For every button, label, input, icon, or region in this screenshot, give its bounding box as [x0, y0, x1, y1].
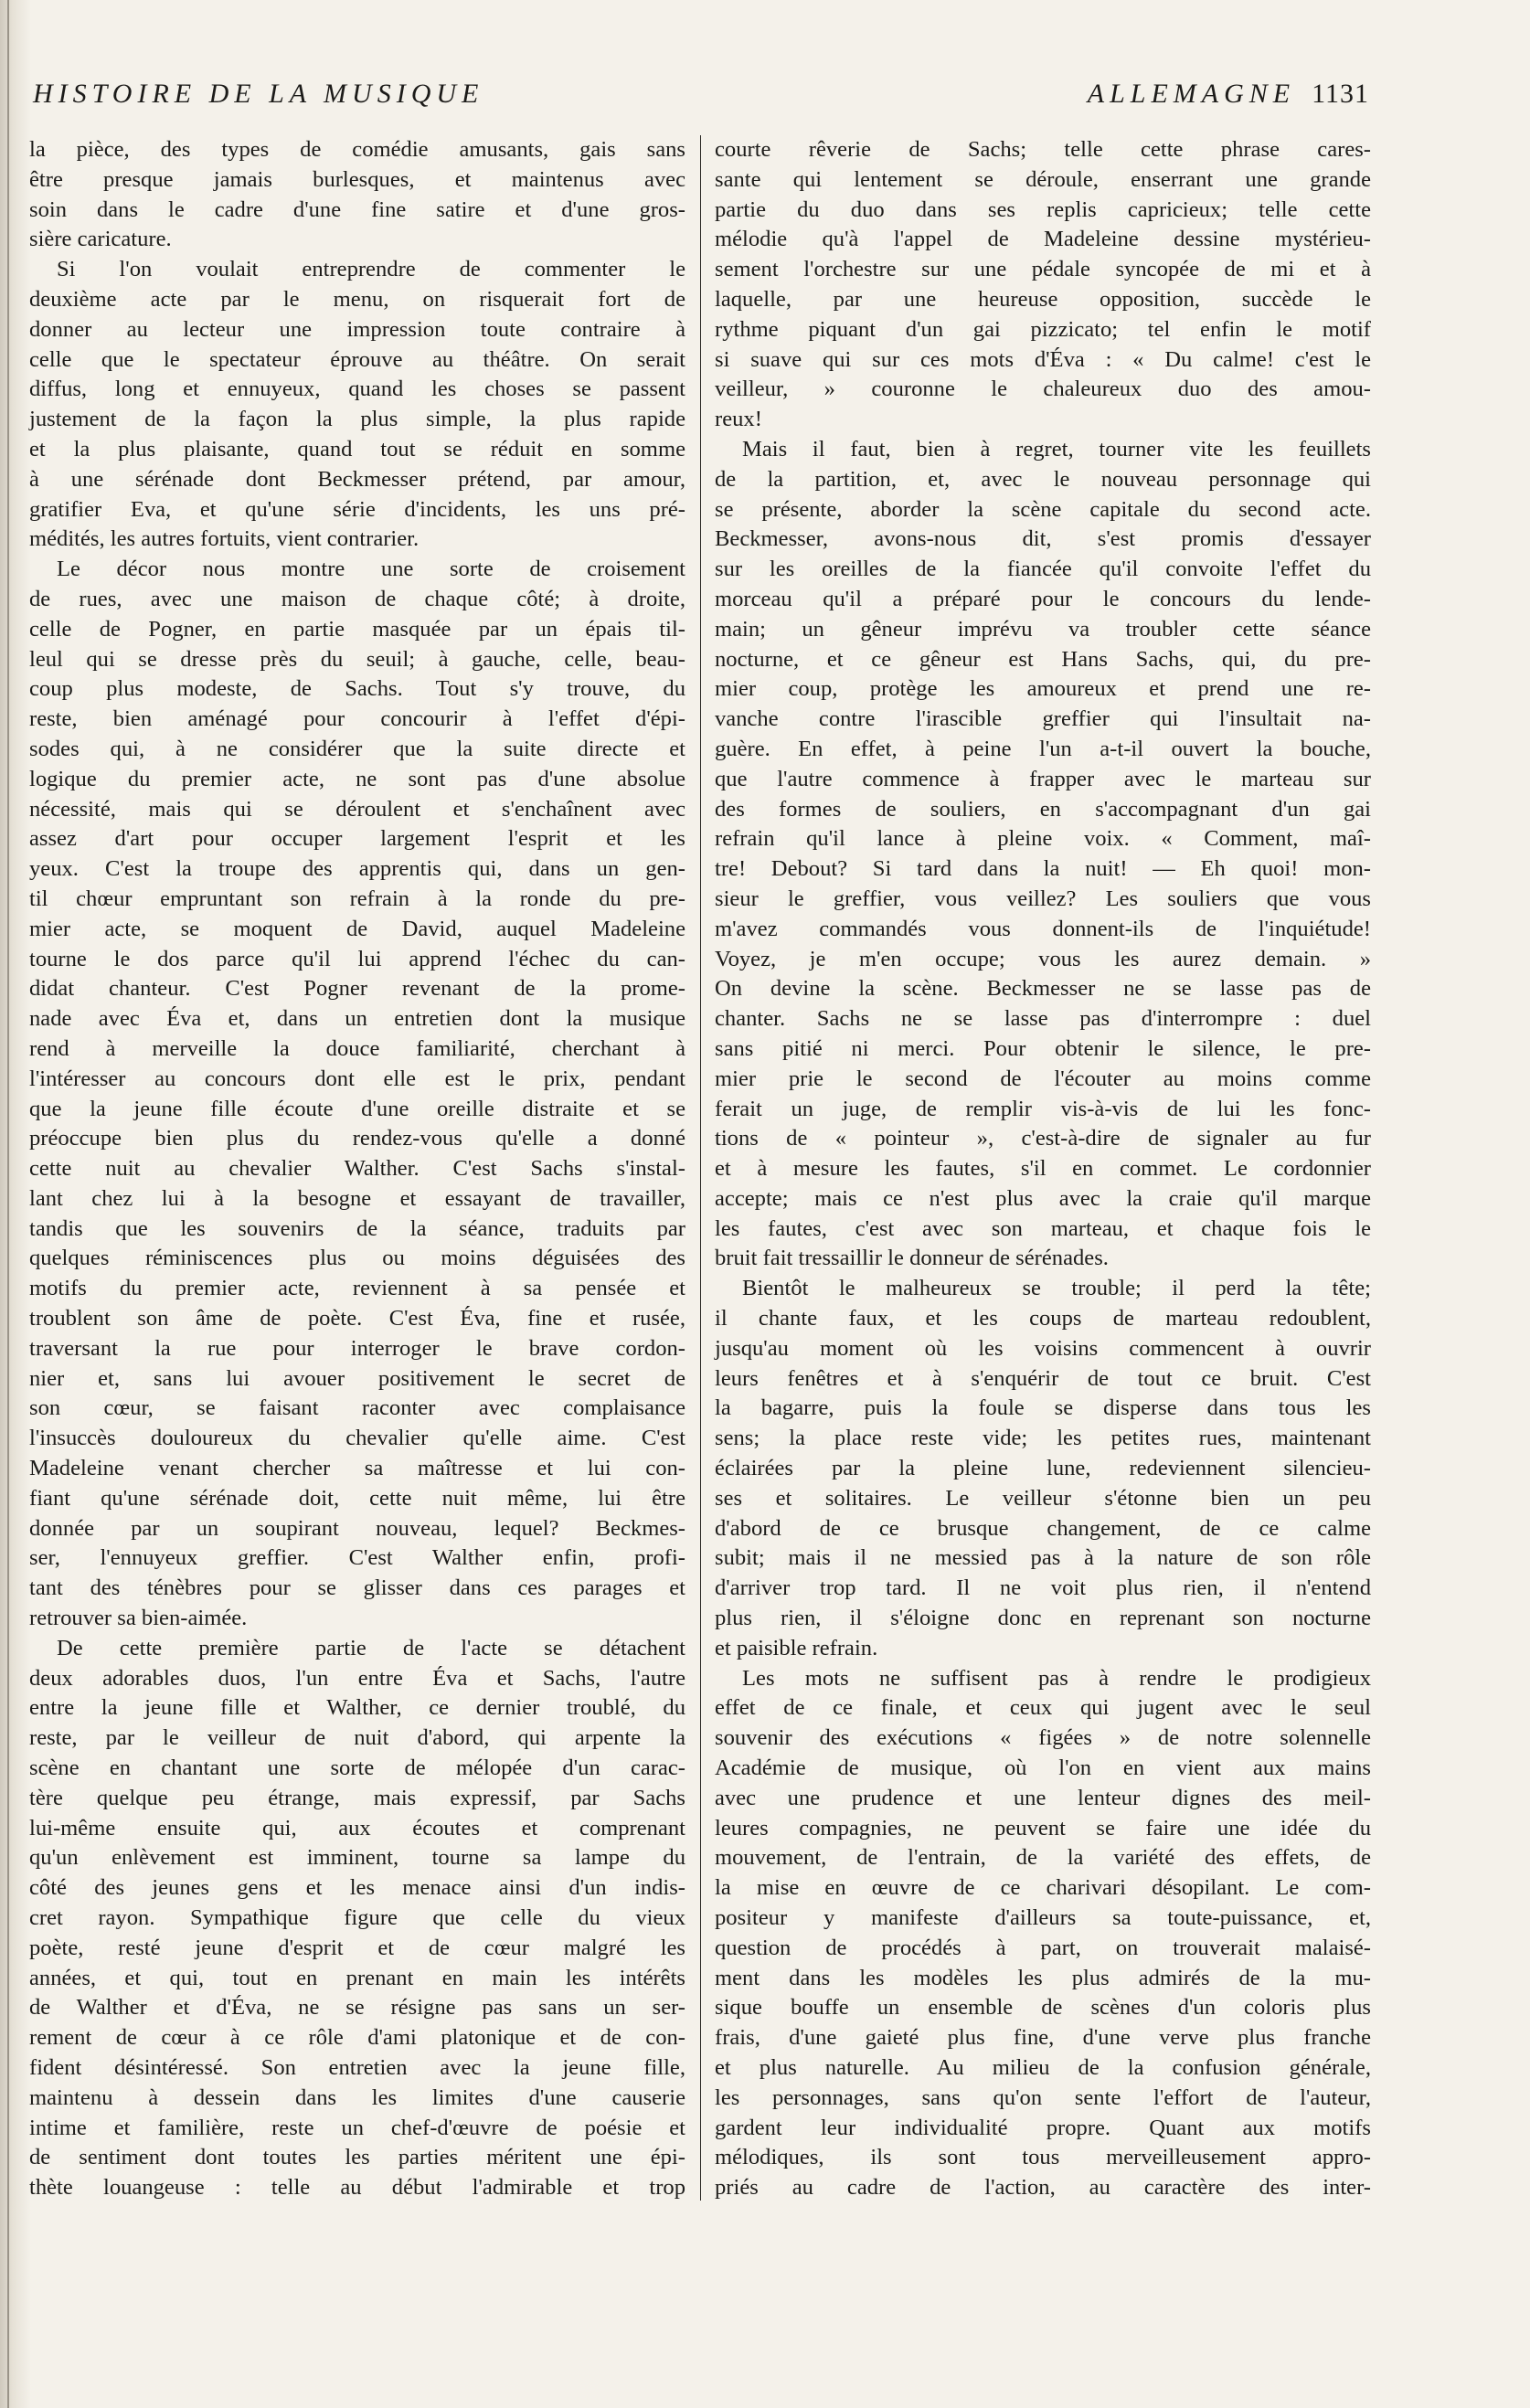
text-line: leurs fenêtres et à s'enquérir de tout ce bruit. C'est: [715, 1365, 1371, 1391]
text-line: deux adorables duos, l'un entre Éva et Sachs, l'autre: [29, 1665, 685, 1691]
text-line: ser, l'ennuyeux greffier. C'est Walther enfin, profi-: [29, 1545, 685, 1571]
text-line: bruit fait tressaillir le donneur de sérénades.: [715, 1246, 1109, 1271]
text-line: il chante faux, et les coups de marteau redoublent,: [715, 1306, 1371, 1331]
text-line: les fautes, c'est avec son marteau, et chaque fois le: [715, 1215, 1371, 1241]
text-line: sique bouffe un ensemble de scènes d'un coloris plus: [715, 1995, 1371, 2021]
text-line: Académie de musique, où l'on en vient aux mains: [715, 1756, 1371, 1781]
text-line: nier et, sans lui avouer positivement le secret de: [29, 1365, 685, 1391]
text-line: que l'autre commence à frapper avec le marteau sur: [715, 766, 1371, 791]
text-line: qu'un enlèvement est imminent, tourne sa lampe du: [29, 1845, 685, 1871]
text-line: ferait un juge, de remplir vis-à-vis de lui les fonc-: [715, 1096, 1371, 1121]
text-line: morceau qu'il a préparé pour le concours du lende-: [715, 586, 1371, 611]
binding-edge-line: [7, 0, 9, 2408]
text-line: rement de cœur à ce rôle d'ami platonique et de con-: [29, 2025, 685, 2051]
text-line: et paisible refrain.: [715, 1635, 878, 1660]
text-line: diffus, long et ennuyeux, quand les choses se passent: [29, 377, 685, 402]
text-line: reste, par le veilleur de nuit d'abord, qui arpente la: [29, 1725, 685, 1751]
text-line: nocturne, et ce gêneur est Hans Sachs, qui, du pre-: [715, 646, 1371, 672]
text-line: De cette première partie de l'acte se détachent: [57, 1635, 685, 1660]
text-line: et la plus plaisante, quand tout se réduit en somme: [29, 436, 685, 461]
text-line: Mais il faut, bien à regret, tourner vite les feuillets: [742, 436, 1371, 461]
text-line: accepte; mais ce n'est plus avec la craie qu'il marque: [715, 1185, 1371, 1211]
text-line: priés au cadre de l'action, au caractère des inter-: [715, 2175, 1371, 2201]
text-line: Bientôt le malheureux se trouble; il perd la tête;: [742, 1276, 1371, 1301]
text-line: ses et solitaires. Le veilleur s'étonne bien un peu: [715, 1485, 1371, 1511]
text-line: laquelle, par une heureuse opposition, succède le: [715, 286, 1371, 312]
text-line: tère quelque peu étrange, mais expressif, par Sachs: [29, 1785, 685, 1810]
text-line: mier prie le second de l'écouter au moins comme: [715, 1066, 1371, 1091]
text-line: plus rien, il s'éloigne donc en reprenant son nocturne: [715, 1606, 1371, 1631]
text-line: souvenir des exécutions « figées » de notre solennelle: [715, 1725, 1371, 1751]
text-line: de Walther et d'Éva, ne se résigne pas sans un ser-: [29, 1995, 685, 2021]
text-line: son cœur, se faisant raconter avec complaisance: [29, 1395, 685, 1421]
text-line: les personnages, sans qu'on sente l'effort de l'auteur,: [715, 2084, 1371, 2110]
text-line: effet de ce finale, et ceux qui jugent avec le seul: [715, 1695, 1371, 1721]
text-line: sante qui lentement se déroule, enserrant une grande: [715, 166, 1371, 192]
text-line: guère. En effet, à peine l'un a-t-il ouvert la bouche,: [715, 736, 1371, 761]
text-line: Beckmesser, avons-nous dit, s'est promis d'essayer: [715, 526, 1371, 552]
text-line: être presque jamais burlesques, et maintenus avec: [29, 166, 685, 192]
text-line: assez d'art pour occuper largement l'esprit et les: [29, 826, 685, 852]
header-title-left: HISTOIRE DE LA MUSIQUE: [33, 79, 484, 109]
text-line: nade avec Éva et, dans un entretien dont la musique: [29, 1006, 685, 1032]
text-line: tourne le dos parce qu'il lui apprend l'échec du can-: [29, 946, 685, 971]
text-line: cette nuit au chevalier Walther. C'est Sachs s'instal-: [29, 1156, 685, 1182]
text-line: la mise en œuvre de ce charivari désopilant. Le com-: [715, 1875, 1371, 1901]
text-line: veilleur, » couronne le chaleureux duo des amou-: [715, 377, 1371, 402]
text-line: subit; mais il ne messied pas à la nature de son rôle: [715, 1545, 1371, 1571]
text-line: donner au lecteur une impression toute contraire à: [29, 316, 685, 342]
text-line: et plus naturelle. Au milieu de la confusion générale,: [715, 2055, 1371, 2080]
text-line: mélodie qu'à l'appel de Madeleine dessine mystérieu-: [715, 227, 1371, 252]
text-line: l'insuccès douloureux du chevalier qu'elle aime. C'est: [29, 1426, 685, 1451]
text-line: ment dans les modèles les plus admirés de la mu-: [715, 1965, 1371, 1990]
header-title-right: ALLEMAGNE: [1087, 79, 1296, 109]
text-line: médités, les autres fortuits, vient contrarier.: [29, 526, 420, 552]
text-line: rend à merveille la douce familiarité, cherchant à: [29, 1035, 685, 1061]
text-line: leul qui se dresse près du seuil; à gauche, celle, beau-: [29, 646, 685, 672]
text-line: retrouver sa bien-aimée.: [29, 1606, 248, 1631]
text-line: sieur le greffier, vous veillez? Les souliers que vous: [715, 886, 1371, 911]
text-line: que la jeune fille écoute d'une oreille distraite et se: [29, 1096, 685, 1121]
text-line: chanter. Sachs ne se lasse pas d'interrompre : duel: [715, 1006, 1371, 1032]
text-line: courte rêverie de Sachs; telle cette phrase cares-: [715, 137, 1371, 162]
text-line: coup plus modeste, de Sachs. Tout s'y trouve, du: [29, 676, 685, 702]
running-header: [33, 71, 1369, 115]
text-line: celle que le spectateur éprouve au théâtre. On serait: [29, 346, 685, 372]
text-line: justement de la façon la plus simple, la plus rapide: [29, 407, 685, 432]
right-text-column: [715, 135, 1371, 2203]
text-line: entre la jeune fille et Walther, ce dernier troublé, du: [29, 1695, 685, 1721]
text-line: frais, d'une gaieté plus fine, d'une verve plus franche: [715, 2025, 1371, 2051]
text-line: nécessité, mais qui se déroulent et s'enchaînent avec: [29, 796, 685, 822]
text-line: éclairées par la pleine lune, redeviennent silencieu-: [715, 1456, 1371, 1481]
text-line: Madeleine venant chercher sa maîtresse et lui con-: [29, 1456, 685, 1481]
text-line: didat chanteur. C'est Pogner revenant de la prome-: [29, 976, 685, 1002]
text-line: scène en chantant une sorte de mélopée d'un carac-: [29, 1756, 685, 1781]
column-divider: [700, 135, 701, 2201]
text-line: tandis que les souvenirs de la séance, traduits par: [29, 1215, 685, 1241]
text-line: avec une prudence et une lenteur dignes des meil-: [715, 1785, 1371, 1810]
text-line: mélodiques, ils sont tous merveilleusement appro-: [715, 2145, 1371, 2170]
text-line: de la partition, et, avec le nouveau personnage qui: [715, 466, 1371, 492]
text-line: fiant qu'une sérénade doit, cette nuit même, lui être: [29, 1485, 685, 1511]
text-line: d'abord de ce brusque changement, de ce calme: [715, 1515, 1371, 1541]
text-line: à une sérénade dont Beckmesser prétend, par amour,: [29, 466, 685, 492]
text-line: traversant la rue pour interroger le brave cordon-: [29, 1335, 685, 1361]
text-line: se présente, aborder la scène capitale du second acte.: [715, 496, 1371, 522]
text-line: Le décor nous montre une sorte de croisement: [57, 557, 685, 582]
header-right: [1088, 79, 1369, 110]
text-line: celle de Pogner, en partie masquée par un épais til-: [29, 616, 685, 642]
text-line: sans pitié ni merci. Pour obtenir le silence, le pre-: [715, 1035, 1371, 1061]
text-line: troublent son âme de poète. C'est Éva, fine et rusée,: [29, 1306, 685, 1331]
text-line: leures compagnies, ne peuvent se faire une idée du: [715, 1815, 1371, 1840]
text-line: la bagarre, puis la foule se disperse dans tous les: [715, 1395, 1371, 1421]
text-line: côté des jeunes gens et les menace ainsi d'un indis-: [29, 1875, 685, 1901]
text-line: de rues, avec une maison de chaque côté; à droite,: [29, 586, 685, 611]
text-line: reste, bien aménagé pour concourir à l'effet d'épi-: [29, 706, 685, 732]
text-line: Si l'on voulait entreprendre de commenter le: [57, 257, 685, 282]
text-line: tant des ténèbres pour se glisser dans ces parages et: [29, 1575, 685, 1601]
text-line: yeux. C'est la troupe des apprentis qui, dans un gen-: [29, 856, 685, 882]
text-line: tre! Debout? Si tard dans la nuit! — Eh quoi! mon-: [715, 856, 1371, 882]
text-line: Les mots ne suffisent pas à rendre le prodigieux: [742, 1665, 1371, 1691]
text-line: fident désintéressé. Son entretien avec la jeune fille,: [29, 2055, 685, 2080]
text-line: vanche contre l'irascible greffier qui l'insultait na-: [715, 706, 1371, 732]
text-line: m'avez commandés vous donnent-ils de l'inquiétude!: [715, 916, 1371, 941]
text-line: tions de « pointeur », c'est-à-dire de signaler au fur: [715, 1126, 1371, 1151]
text-line: Voyez, je m'en occupe; vous les aurez demain. »: [715, 946, 1371, 971]
text-line: quelques réminiscences plus ou moins déguisées des: [29, 1246, 685, 1271]
text-line: deuxième acte par le menu, on risquerait fort de: [29, 286, 685, 312]
text-line: sière caricature.: [29, 227, 172, 252]
text-line: partie du duo dans ses replis capricieux; telle cette: [715, 196, 1371, 222]
text-line: jusqu'au moment où les voisins commencent à ouvrir: [715, 1335, 1371, 1361]
text-line: gratifier Eva, et qu'une série d'incidents, les uns pré-: [29, 496, 685, 522]
text-line: sodes qui, à ne considérer que la suite directe et: [29, 736, 685, 761]
text-line: reux!: [715, 407, 762, 432]
text-line: sens; la place reste vide; les petites rues, maintenant: [715, 1426, 1371, 1451]
text-line: positeur y manifeste d'ailleurs sa toute-puissance, et,: [715, 1905, 1371, 1931]
text-line: lant chez lui à la besogne et essayant de travailler,: [29, 1185, 685, 1211]
text-line: l'intéresser au concours dont elle est le prix, pendant: [29, 1066, 685, 1091]
text-line: mouvement, de l'entrain, de la variété des effets, de: [715, 1845, 1371, 1871]
text-line: gardent leur individualité propre. Quant aux motifs: [715, 2115, 1371, 2140]
text-line: et à mesure les fautes, s'il en commet. Le cordonnier: [715, 1156, 1371, 1182]
text-line: poète, resté jeune d'esprit et de cœur malgré les: [29, 1935, 685, 1960]
text-line: donnée par un soupirant nouveau, lequel? Beckmes-: [29, 1515, 685, 1541]
page-spine-shadow: [0, 0, 31, 2408]
text-line: la pièce, des types de comédie amusants, gais sans: [29, 137, 685, 162]
text-line: soin dans le cadre d'une fine satire et d'une gros-: [29, 196, 685, 222]
page-number: 1131: [1312, 79, 1369, 109]
text-line: rythme piquant d'un gai pizzicato; tel enfin le motif: [715, 316, 1371, 342]
text-line: question de procédés à part, on trouverait malaisé-: [715, 1935, 1371, 1960]
text-line: préoccupe bien plus du rendez-vous qu'elle a donné: [29, 1126, 685, 1151]
text-line: lui-même ensuite qui, aux écoutes et comprenant: [29, 1815, 685, 1840]
text-line: maintenu à dessein dans les limites d'une causerie: [29, 2084, 685, 2110]
text-line: refrain qu'il lance à pleine voix. « Comment, maî-: [715, 826, 1371, 852]
text-line: des formes de souliers, en s'accompagnant d'un gai: [715, 796, 1371, 822]
text-line: intime et familière, reste un chef-d'œuvre de poésie et: [29, 2115, 685, 2140]
text-line: mier coup, protège les amoureux et prend une re-: [715, 676, 1371, 702]
text-line: mier acte, se moquent de David, auquel Madeleine: [29, 916, 685, 941]
text-line: On devine la scène. Beckmesser ne se lasse pas de: [715, 976, 1371, 1002]
text-line: main; un gêneur imprévu va troubler cette séance: [715, 616, 1371, 642]
text-line: til chœur empruntant son refrain à la ronde du pre-: [29, 886, 685, 911]
text-line: sur les oreilles de la fiancée qu'il convoite l'effet du: [715, 557, 1371, 582]
text-line: sement l'orchestre sur une pédale syncopée de mi et à: [715, 257, 1371, 282]
text-line: motifs du premier acte, reviennent à sa pensée et: [29, 1276, 685, 1301]
text-line: de sentiment dont toutes les parties méritent une épi-: [29, 2145, 685, 2170]
left-text-column: [29, 135, 685, 2203]
text-line: années, et qui, tout en prenant en main les intérêts: [29, 1965, 685, 1990]
text-line: logique du premier acte, ne sont pas d'une absolue: [29, 766, 685, 791]
text-line: si suave qui sur ces mots d'Éva : « Du calme! c'est le: [715, 346, 1371, 372]
text-line: cret rayon. Sympathique figure que celle du vieux: [29, 1905, 685, 1931]
text-line: d'arriver trop tard. Il ne voit plus rien, il n'entend: [715, 1575, 1371, 1601]
text-line: thète louangeuse : telle au début l'admirable et trop: [29, 2175, 685, 2201]
